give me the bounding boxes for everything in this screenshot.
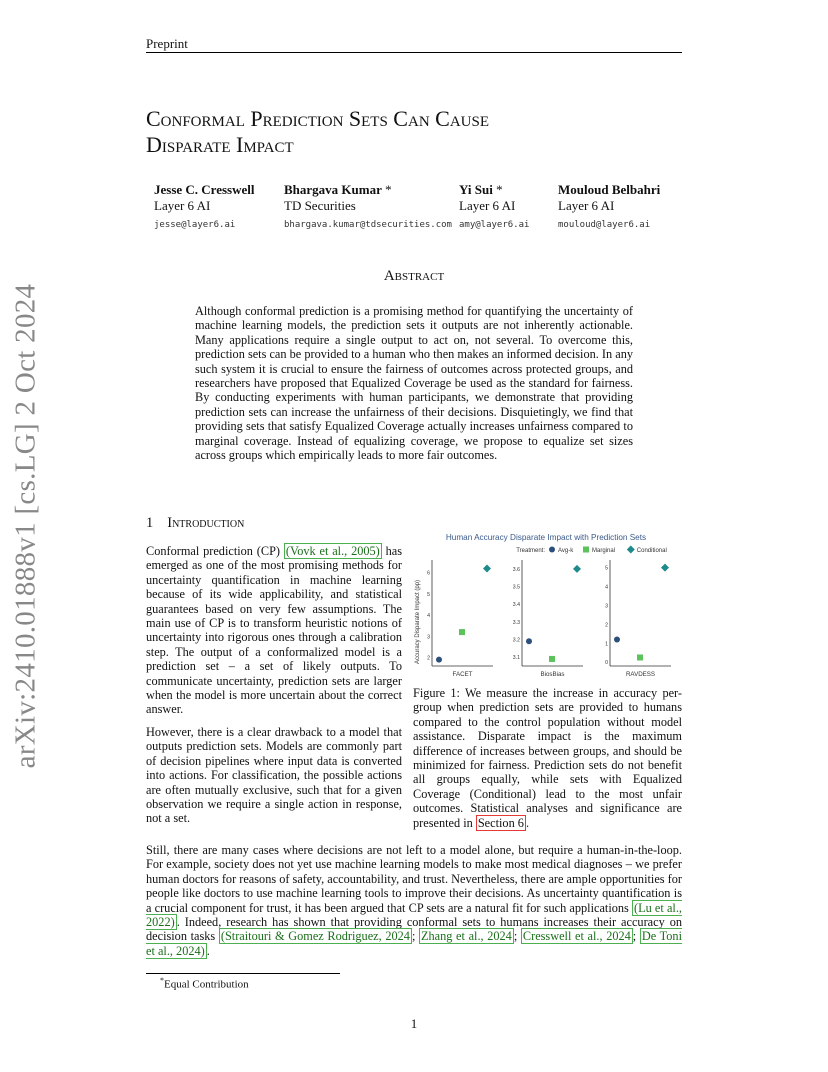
- data-point-avg-k: [436, 657, 442, 663]
- data-point-avg-k: [614, 637, 620, 643]
- y-tick-label: 1: [605, 641, 608, 648]
- section-heading: [146, 515, 244, 532]
- author-email[interactable]: bhargava.kumar@tdsecurities.com: [284, 220, 452, 230]
- paper-title: [146, 106, 686, 158]
- author-affiliation: Layer 6 AI: [459, 198, 516, 213]
- data-point-conditional: [627, 546, 635, 554]
- text: .: [525, 815, 530, 830]
- y-tick-label: 5: [605, 565, 608, 572]
- text: ;: [411, 929, 419, 944]
- citation-link[interactable]: (Lu et al., 2022): [146, 900, 682, 930]
- data-point-conditional: [573, 565, 581, 573]
- data-point-conditional: [483, 564, 491, 572]
- author-name: Mouloud Belbahri: [558, 182, 661, 197]
- y-tick-label: 2: [427, 655, 430, 662]
- author-name: Bhargava Kumar: [284, 182, 382, 197]
- author-block: [558, 182, 660, 233]
- author-mark: *: [381, 182, 392, 197]
- text: Figure 1: We measure the increase in accuracy per-group when prediction sets are provided to humans compared to the control population without model assistance. Disparate impact is the maximum difference of increases between groups, and should be minimized for fairness. Prediction sets do not benefit all groups equally, while sets with Equalized Coverage (Conditional) lead to the most unfair outcomes. Statistical analyses and significance are presented in: [413, 686, 682, 830]
- page-number: 1: [410, 1016, 418, 1031]
- author-affiliation: TD Securities: [284, 198, 356, 213]
- legend-title: Treatment:: [516, 548, 545, 554]
- data-point-marginal: [637, 654, 643, 660]
- y-tick-label: 4: [605, 584, 608, 591]
- data-point-marginal: [583, 547, 589, 553]
- author-affiliation: Layer 6 AI: [154, 198, 211, 213]
- footnote: [160, 976, 249, 991]
- intro-left-column: [146, 544, 402, 826]
- y-tick-label: 3.4: [512, 602, 520, 609]
- citation-link[interactable]: De Toni et al., 2024): [146, 929, 682, 958]
- citation-link[interactable]: Cresswell et al., 2024: [522, 929, 631, 944]
- author-block: [284, 182, 452, 233]
- x-axis-label: RAVDESS: [625, 671, 656, 678]
- legend-label: Conditional: [636, 548, 667, 554]
- data-point-avg-k: [549, 547, 555, 553]
- data-point-avg-k: [526, 638, 532, 644]
- abstract-heading: Abstract: [383, 268, 445, 284]
- y-tick-label: 4: [427, 613, 430, 620]
- legend-label: Avg-k: [558, 548, 574, 554]
- figure-1-chart: [410, 528, 682, 684]
- author-block: [459, 182, 529, 233]
- author-mark: *: [492, 182, 503, 197]
- section-link[interactable]: Section 6: [477, 815, 524, 830]
- text: . Indeed, research has shown that providing conformal sets to humans increases their accuracy on decision tasks: [146, 915, 682, 944]
- title-line-1: Conformal Prediction Sets Can Cause: [146, 106, 489, 131]
- text: ;: [513, 929, 521, 944]
- title-line-2: Disparate Impact: [146, 132, 294, 157]
- author-block: [154, 182, 255, 233]
- y-tick-label: 3.6: [512, 566, 520, 573]
- y-tick-label: 6: [427, 570, 430, 577]
- running-header: Preprint: [146, 36, 188, 51]
- y-tick-label: 3.5: [512, 584, 520, 591]
- y-tick-label: 3: [605, 603, 608, 610]
- arxiv-id: arXiv:2410.01888v1 [cs.LG] 2 Oct 2024: [9, 283, 42, 769]
- paragraph: [146, 544, 402, 717]
- header-rule: [146, 52, 682, 53]
- author-email[interactable]: jesse@layer6.ai: [154, 220, 236, 230]
- data-point-conditional: [661, 564, 669, 572]
- x-axis-label: BiosBias: [540, 671, 565, 678]
- y-tick-label: 3.2: [512, 637, 520, 644]
- y-tick-label: 3: [427, 634, 430, 641]
- section-title: Introduction: [167, 515, 245, 531]
- abstract-text: Although conformal prediction is a promising method for quantifying the uncertainty of machine learning models, the prediction sets it outputs are not inherently actionable. Many applications require a single output to act on, not several. To overcome this, prediction sets can be provided to a human who then makes an informed decision. In any such system it is crucial to ensure the fairness of outcomes across protected groups, and researchers have proposed that Equalized Coverage be used as the standard for fairness. By conducting experiments with human participants, we demonstrate that providing prediction sets can increase the unfairness of their decisions. Disquietingly, we find that providing sets that satisfy Equalized Coverage actually increases unfairness compared to marginal coverage. Instead of equalizing coverage, we propose to equalize set sizes across groups which empirically leads to more fair outcomes.: [195, 304, 633, 463]
- data-point-marginal: [549, 656, 555, 662]
- text: has emerged as one of the most promising methods for uncertainty quantification in machine learning because of its wide applicability, and statistical guarantees based on very few assumptions. The main use of CP is to transform heuristic notions of uncertainty into rigorous ones through a calibration step. The output of a conformalized model is a prediction set – a set of likely outputs. To communicate uncertainty, prediction sets are larger when the model is more uncertain about the correct answer.: [146, 544, 403, 717]
- author-email[interactable]: mouloud@layer6.ai: [558, 220, 651, 230]
- data-point-marginal: [459, 629, 465, 635]
- chart-title: Human Accuracy Disparate Impact with Prediction Sets: [445, 533, 647, 542]
- y-tick-label: 3.3: [512, 619, 520, 626]
- author-name: Yi Sui: [459, 182, 493, 197]
- y-tick-label: 0: [605, 660, 608, 667]
- y-tick-label: 3.1: [512, 655, 520, 662]
- intro-paragraph-full: [146, 843, 682, 958]
- y-axis-label: Accuracy Disparate Impact (pp): [415, 579, 421, 665]
- x-axis-label: FACET: [452, 671, 473, 678]
- figure-caption: [413, 686, 682, 830]
- y-tick-label: 5: [427, 591, 430, 598]
- arxiv-sidebar: [4, 0, 48, 1072]
- citation-link[interactable]: Zhang et al., 2024: [421, 929, 512, 944]
- text: Still, there are many cases where decisions are not left to a model alone, but require a human-in-the-loop. For example, society does not yet use machine learning models to make most medical diagnoses – we prefer human doctors for reasons of safety, accountability, and trust. Nevertheless, there are ample opportunities for people like doctors to use machine learning tools to improve their decisions. As uncertainty quantification is a crucial component for trust, it has been argued that CP sets are a natural fit for such applications: [146, 843, 682, 915]
- section-number: 1: [146, 515, 154, 531]
- footnote-text: Equal Contribution: [164, 978, 249, 991]
- text: .: [206, 943, 210, 958]
- text: Conformal prediction (CP): [146, 544, 284, 558]
- footnote-mark: *: [160, 976, 164, 985]
- author-affiliation: Layer 6 AI: [558, 198, 615, 213]
- author-email[interactable]: amy@layer6.ai: [459, 220, 530, 230]
- author-name: Jesse C. Cresswell: [154, 182, 255, 197]
- paragraph: However, there is a clear drawback to a model that outputs prediction sets. Models are commonly part of decision pipelines where input data is converted into actions. For classification, the possible actions are often mutually exclusive, such that for a given observation we require a single action in response, not a set.: [146, 724, 402, 826]
- citation-link[interactable]: (Straitouri & Gomez Rodriguez, 2024: [220, 929, 410, 944]
- footnote-rule: [146, 973, 340, 974]
- citation-link[interactable]: (Vovk et al., 2005): [285, 544, 380, 558]
- text: ;: [632, 929, 640, 944]
- legend-label: Marginal: [592, 548, 616, 554]
- y-tick-label: 2: [605, 622, 608, 629]
